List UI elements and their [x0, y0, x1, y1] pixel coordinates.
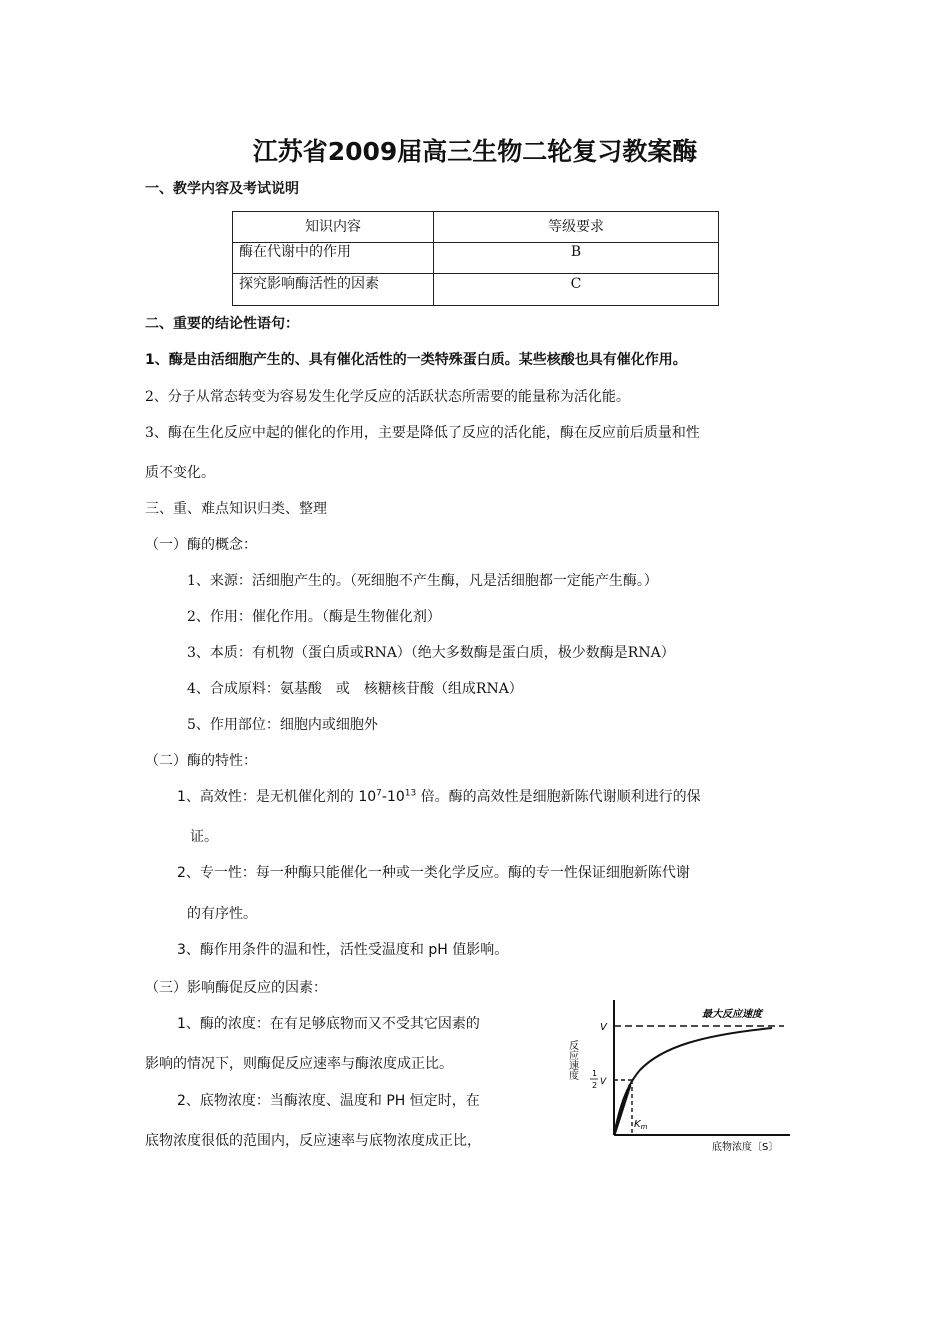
table-header-cell: 知识内容: [233, 212, 434, 243]
conclusion-item-2: 2、分子从常态转变为容易发生化学反应的活跃状态所需要的能量称为活化能。: [145, 389, 630, 405]
conclusion-item-3-cont: 质不变化。: [145, 465, 215, 481]
property-item-3: 3、酶作用条件的温和性，活性受温度和 pH 值影响。: [177, 942, 509, 958]
max-rate-label: 最大反应速度: [702, 1009, 762, 1020]
table-row: [233, 243, 719, 274]
property-item-2-cont: 的有序性。: [187, 906, 257, 922]
initial-slope: [614, 1085, 630, 1135]
table-header-cell: 等级要求: [434, 212, 719, 243]
sub2-heading: （二）酶的特性：: [145, 753, 257, 769]
property-item-1-cont: 证。: [190, 829, 218, 845]
v-label: V: [600, 1022, 607, 1033]
half-v-label: V: [600, 1077, 607, 1087]
property-item-1: 1、高效性：是无机催化剂的 $10^7-10^{13}$ 倍。酶的高效性是细胞新陈代谢顺利进行的保: [177, 788, 701, 805]
table-cell: 探究影响酶活性的因素: [233, 274, 434, 306]
concept-item: 1、来源：活细胞产生的。（死细胞不产生酶，凡是活细胞都一定能产生酶。）: [187, 573, 658, 589]
section2-heading: 二、重要的结论性语句：: [145, 316, 299, 332]
section1-heading: 一、教学内容及考试说明: [145, 181, 299, 197]
concept-item: 4、合成原料：氨基酸 或 核糖核苷酸（组成RNA）: [187, 681, 523, 697]
half-denominator: 2: [592, 1081, 598, 1090]
conclusion-item-1: 1、酶是由活细胞产生的、具有催化活性的一类特殊蛋白质。某些核酸也具有催化作用。: [145, 352, 687, 368]
table-header-row: [233, 212, 719, 243]
table-cell: B: [434, 243, 719, 274]
table-cell: C: [434, 274, 719, 306]
concept-item: 5、作用部位：细胞内或细胞外: [187, 717, 378, 733]
reaction-rate-figure: [562, 995, 802, 1155]
property-item-2: 2、专一性：每一种酶只能催化一种或一类化学反应。酶的专一性保证细胞新陈代谢: [177, 865, 690, 881]
requirements-table: [232, 211, 719, 306]
factor-item-1-cont: 影响的情况下，则酶促反应速率与酶浓度成正比。: [145, 1056, 453, 1072]
km-label: $K_m$: [634, 1119, 648, 1131]
sub3-heading: （三）影响酶促反应的因素：: [145, 980, 327, 996]
factor-item-2-cont: 底物浓度很低的范围内，反应速率与底物浓度成正比，: [145, 1133, 481, 1149]
page-title: 江苏省2009届高三生物二轮复习教案酶: [252, 137, 698, 166]
factor-item-1: 1、酶的浓度：在有足够底物而又不受其它因素的: [177, 1016, 480, 1032]
conclusion-item-3: 3、酶在生化反应中起的催化的作用，主要是降低了反应的活化能，酶在反应前后质量和性: [145, 425, 700, 441]
x-axis-label: 底物浓度〔S〕: [712, 1142, 779, 1153]
half-numerator: 1: [592, 1069, 598, 1078]
factor-item-2: 2、底物浓度：当酶浓度、温度和 PH 恒定时，在: [177, 1093, 480, 1109]
sub1-heading: （一）酶的概念：: [145, 537, 257, 553]
table-row: [233, 274, 719, 306]
section3-heading: 三、重、难点知识归类、整理: [145, 501, 327, 517]
table-cell: 酶在代谢中的作用: [233, 243, 434, 274]
concept-item: 2、作用：催化作用。（酶是生物催化剂）: [187, 609, 441, 625]
y-axis-label: 反应速度: [566, 1040, 578, 1080]
concept-item: 3、本质：有机物（蛋白质或RNA）（绝大多数酶是蛋白质，极少数酶是RNA）: [187, 645, 675, 661]
